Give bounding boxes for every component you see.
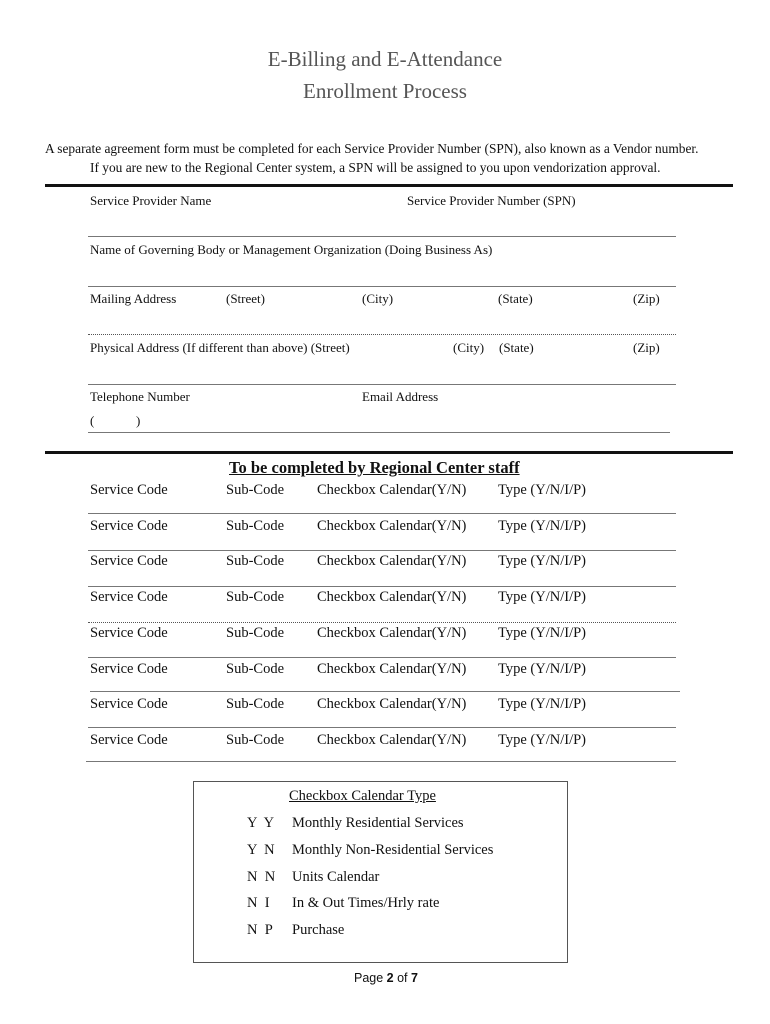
service-code-label: Service Code xyxy=(90,732,168,748)
checkbox-calendar-label: Checkbox Calendar(Y/N) xyxy=(317,661,467,677)
mailing-city-label: (City) xyxy=(362,291,394,306)
checkbox-calendar-label: Checkbox Calendar(Y/N) xyxy=(317,589,467,605)
sub-code-label: Sub-Code xyxy=(226,553,284,569)
type-label: Type (Y/N/I/P) xyxy=(498,732,586,748)
sub-code-label: Sub-Code xyxy=(226,482,284,498)
spn-label: Service Provider Number (SPN) xyxy=(407,193,576,208)
physical-city-label: (City) xyxy=(453,340,485,355)
legend-label: Purchase xyxy=(292,922,345,938)
page-word: Page xyxy=(354,971,387,985)
service-code-label: Service Code xyxy=(90,553,168,569)
service-code-label: Service Code xyxy=(90,625,168,641)
governing-body-label: Name of Governing Body or Management Organization (Doing Business As) xyxy=(90,242,493,257)
telephone-label: Telephone Number xyxy=(90,389,190,404)
row-underline xyxy=(90,691,680,692)
row-underline xyxy=(86,761,676,762)
sub-code-label: Sub-Code xyxy=(226,696,284,712)
service-code-label: Service Code xyxy=(90,589,168,605)
row-underline xyxy=(88,586,676,587)
checkbox-calendar-label: Checkbox Calendar(Y/N) xyxy=(317,625,467,641)
mailing-state-label: (State) xyxy=(498,291,533,306)
sub-code-label: Sub-Code xyxy=(226,625,284,641)
row-underline xyxy=(88,622,676,623)
service-provider-name-label: Service Provider Name xyxy=(90,193,212,208)
governing-body-line xyxy=(88,286,676,287)
legend-label: Monthly Non-Residential Services xyxy=(292,842,494,858)
checkbox-calendar-label: Checkbox Calendar(Y/N) xyxy=(317,732,467,748)
page-number xyxy=(354,971,418,985)
legend-label: In & Out Times/Hrly rate xyxy=(292,895,440,911)
checkbox-calendar-label: Checkbox Calendar(Y/N) xyxy=(317,518,467,534)
staff-section-title: To be completed by Regional Center staff xyxy=(229,458,520,477)
legend-code: Y Y xyxy=(247,815,275,831)
document-title-line2: Enrollment Process xyxy=(303,79,467,103)
type-label: Type (Y/N/I/P) xyxy=(498,518,586,534)
sub-code-label: Sub-Code xyxy=(226,661,284,677)
checkbox-calendar-label: Checkbox Calendar(Y/N) xyxy=(317,482,467,498)
row-underline xyxy=(88,727,676,728)
type-label: Type (Y/N/I/P) xyxy=(498,589,586,605)
phone-paren-open: ( xyxy=(90,413,95,428)
physical-address-line xyxy=(88,384,676,385)
service-code-label: Service Code xyxy=(90,696,168,712)
service-code-label: Service Code xyxy=(90,518,168,534)
legend-code: Y N xyxy=(247,842,275,858)
page-current: 2 xyxy=(386,971,394,985)
row-underline xyxy=(88,513,676,514)
checkbox-calendar-label: Checkbox Calendar(Y/N) xyxy=(317,553,467,569)
sub-code-label: Sub-Code xyxy=(226,589,284,605)
service-code-label: Service Code xyxy=(90,482,168,498)
type-label: Type (Y/N/I/P) xyxy=(498,696,586,712)
intro-line-1: A separate agreement form must be completed for each Service Provider Number (SPN), also known as a Vendor number. xyxy=(45,141,699,156)
physical-address-label: Physical Address (If different than above) (Street) xyxy=(90,340,350,355)
phone-paren-close: ) xyxy=(136,413,141,428)
provider-name-line xyxy=(88,236,676,237)
type-label: Type (Y/N/I/P) xyxy=(498,482,586,498)
section-divider-top xyxy=(45,184,733,187)
type-label: Type (Y/N/I/P) xyxy=(498,625,586,641)
type-label: Type (Y/N/I/P) xyxy=(498,553,586,569)
legend-code: N N xyxy=(247,869,276,885)
checkbox-calendar-label: Checkbox Calendar(Y/N) xyxy=(317,696,467,712)
legend-code: N P xyxy=(247,922,273,938)
legend-label: Monthly Residential Services xyxy=(292,815,464,831)
row-underline xyxy=(88,657,676,658)
sub-code-label: Sub-Code xyxy=(226,518,284,534)
mailing-address-label: Mailing Address xyxy=(90,291,177,306)
row-underline xyxy=(88,550,676,551)
mailing-street-label: (Street) xyxy=(226,291,265,306)
document-title-line1: E-Billing and E-Attendance xyxy=(267,47,503,71)
type-label: Type (Y/N/I/P) xyxy=(498,661,586,677)
legend-label: Units Calendar xyxy=(292,869,380,885)
intro-line-2: If you are new to the Regional Center system, a SPN will be assigned to you upon vendorization approval. xyxy=(90,160,661,175)
section-divider-staff xyxy=(45,451,733,454)
page-of-word: of xyxy=(393,971,411,985)
physical-state-label: (State) xyxy=(499,340,534,355)
legend-title: Checkbox Calendar Type xyxy=(289,788,436,804)
mailing-address-line xyxy=(88,334,676,335)
page-total: 7 xyxy=(411,971,418,985)
sub-code-label: Sub-Code xyxy=(226,732,284,748)
legend-code: N I xyxy=(247,895,270,911)
contact-line xyxy=(88,432,670,433)
mailing-zip-label: (Zip) xyxy=(633,291,660,306)
service-code-label: Service Code xyxy=(90,661,168,677)
email-label: Email Address xyxy=(362,389,439,404)
physical-zip-label: (Zip) xyxy=(633,340,660,355)
